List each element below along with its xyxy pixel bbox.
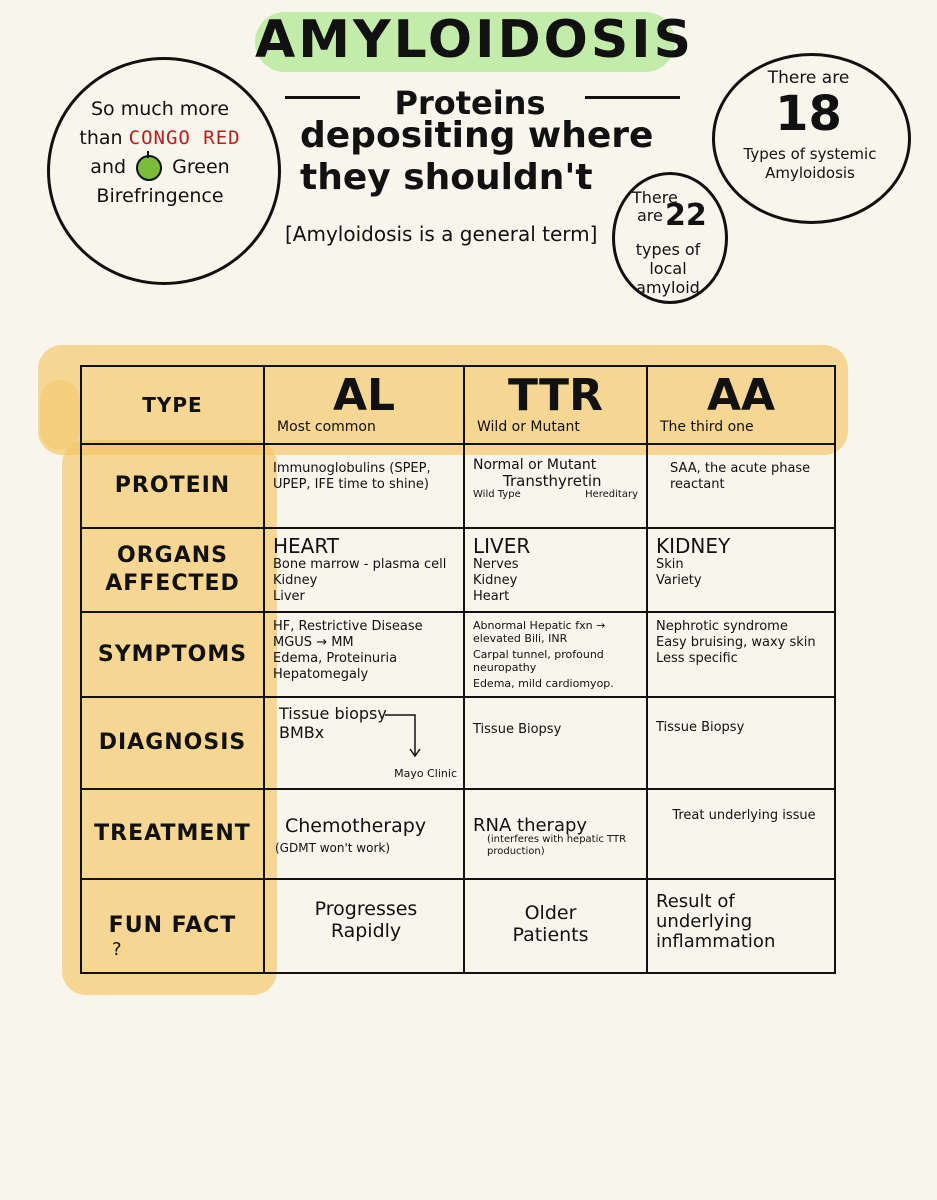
table-row [81, 444, 835, 528]
subtitle-line2: depositing where [300, 115, 654, 156]
cell-aa-protein: SAA, the acute phase reactant [647, 444, 835, 528]
row-label-organs [81, 528, 264, 612]
al-organs-1: Bone marrow - plasma cell [273, 557, 447, 572]
cell-al-organs [264, 528, 464, 612]
left-circle-line1: So much more [90, 98, 230, 120]
left-circle-line2 [60, 124, 260, 153]
row-label-diagnosis: DIAGNOSIS [81, 697, 264, 789]
funfact-label: FUN FACT [108, 913, 237, 938]
right-circle-pre: There are [767, 68, 850, 88]
ttr-protein-sub: Transthyretin [503, 472, 602, 490]
ttr-organs-2: Kidney [473, 573, 518, 588]
cell-aa-treatment: Treat underlying issue [647, 789, 835, 879]
al-organs-lead: HEART [273, 534, 340, 558]
ttr-symptom-1: Abnormal Hepatic fxn → elevated Bili, INR [473, 619, 606, 645]
right-circle-post: Types of systemic Amyloidosis [743, 145, 877, 182]
green-apple-icon [136, 155, 162, 181]
al-symptom-2: MGUS → MM [273, 635, 354, 650]
al-organs-3: Liver [273, 589, 305, 604]
al-symptom-3: Edema, Proteinuria [273, 651, 398, 666]
cell-al-symptoms [264, 612, 464, 697]
col-al-sub: Most common [277, 419, 376, 435]
highlight-scribble [40, 380, 80, 450]
mid-circle-pre2: are [637, 206, 663, 225]
organs-label-1: ORGANS [117, 543, 228, 568]
subtitle-line1: Proteins [394, 84, 546, 122]
ttr-organs-lead: LIVER [473, 534, 531, 558]
cell-ttr-treatment [464, 789, 647, 879]
mid-circle-number: 22 [665, 198, 707, 233]
cell-ttr-diagnosis: Tissue Biopsy [464, 697, 647, 789]
col-aa-name: AA [706, 370, 776, 421]
aa-organs-lead: KIDNEY [656, 534, 731, 558]
subtitle-body [300, 115, 670, 199]
cell-ttr-organs [464, 528, 647, 612]
ttr-wild-type: Wild Type [473, 489, 521, 500]
aa-organs-2: Variety [656, 573, 702, 588]
left-circle-line4: Birefringence [96, 185, 224, 207]
row-label-treatment: TREATMENT [81, 789, 264, 879]
left-circle-line3 [60, 153, 260, 182]
arrow-icon [385, 710, 425, 760]
left-circle-than: than [79, 127, 123, 149]
aa-symptom-2: Easy bruising, waxy skin [656, 635, 816, 650]
cell-al-diagnosis [264, 697, 464, 789]
cell-aa-organs [647, 528, 835, 612]
cell-al-funfact: Progresses Rapidly [264, 879, 464, 973]
table-row-header [81, 366, 835, 444]
right-circle-number: 18 [775, 86, 842, 142]
al-treatment-note: (GDMT won't work) [275, 841, 391, 855]
col-ttr-sub: Wild or Mutant [477, 419, 580, 435]
col-al-head [264, 366, 464, 444]
ttr-protein-main: Normal or Mutant [473, 457, 597, 473]
ttr-symptom-2: Carpal tunnel, profound neuropathy [473, 648, 604, 674]
al-diagnosis-2: BMBx [279, 723, 325, 742]
ttr-hereditary: Hereditary [585, 489, 638, 500]
general-note: [Amyloidosis is a general term] [285, 222, 598, 246]
col-al-name: AL [332, 370, 396, 421]
ttr-organs-1: Nerves [473, 557, 519, 572]
table-row [81, 789, 835, 879]
left-circle-green: Green [172, 156, 230, 178]
al-diagnosis-1: Tissue biopsy [279, 704, 387, 723]
question-mark: ? [112, 939, 123, 960]
divider [285, 96, 360, 99]
al-organs-2: Kidney [273, 573, 318, 588]
ttr-treatment-note: (interferes with hepatic TTR production) [487, 834, 627, 857]
ttr-treatment: RNA therapy [473, 815, 588, 836]
subtitle-line3: they shouldn't [300, 157, 593, 198]
mid-circle-post: types of local amyloid [635, 240, 701, 297]
cell-aa-diagnosis: Tissue Biopsy [647, 697, 835, 789]
row-label-funfact [81, 879, 264, 973]
amyloidosis-table [80, 365, 836, 974]
al-diagnosis-note: Mayo Clinic [394, 767, 457, 780]
row-label-symptoms: SYMPTOMS [81, 612, 264, 697]
type-label: TYPE [81, 366, 264, 444]
organs-label-2: AFFECTED [105, 571, 240, 596]
cell-al-protein: Immunoglobulins (SPEP, UPEP, IFE time to shine) [264, 444, 464, 528]
cell-ttr-protein [464, 444, 647, 528]
col-ttr-name: TTR [508, 370, 603, 421]
col-aa-head [647, 366, 835, 444]
ttr-symptom-3: Edema, mild cardiomyop. [473, 677, 614, 690]
page-title: AMYLOIDOSIS [255, 10, 695, 70]
left-circle-and: and [90, 156, 127, 178]
col-ttr-head [464, 366, 647, 444]
al-symptom-4: Hepatomegaly [273, 667, 369, 682]
left-circle-text [60, 95, 260, 211]
aa-symptom-1: Nephrotic syndrome [656, 619, 788, 634]
al-treatment: Chemotherapy [285, 815, 427, 837]
congo-red-text: CONGO RED [128, 127, 241, 149]
cell-ttr-funfact: Older Patients [464, 879, 647, 973]
table-row [81, 697, 835, 789]
table-row [81, 528, 835, 612]
row-label-protein: PROTEIN [81, 444, 264, 528]
cell-aa-funfact: Result of underlying inflammation [647, 879, 835, 973]
table-row [81, 612, 835, 697]
ttr-organs-3: Heart [473, 589, 510, 604]
cell-al-treatment [264, 789, 464, 879]
al-symptom-1: HF, Restrictive Disease [273, 619, 423, 634]
aa-symptom-3: Less specific [656, 651, 738, 666]
aa-organs-1: Skin [656, 557, 684, 572]
col-aa-sub: The third one [660, 419, 754, 435]
cell-aa-symptoms [647, 612, 835, 697]
table-row [81, 879, 835, 973]
divider [585, 96, 680, 99]
mid-circle-pre1: There [632, 188, 678, 207]
cell-ttr-symptoms [464, 612, 647, 697]
